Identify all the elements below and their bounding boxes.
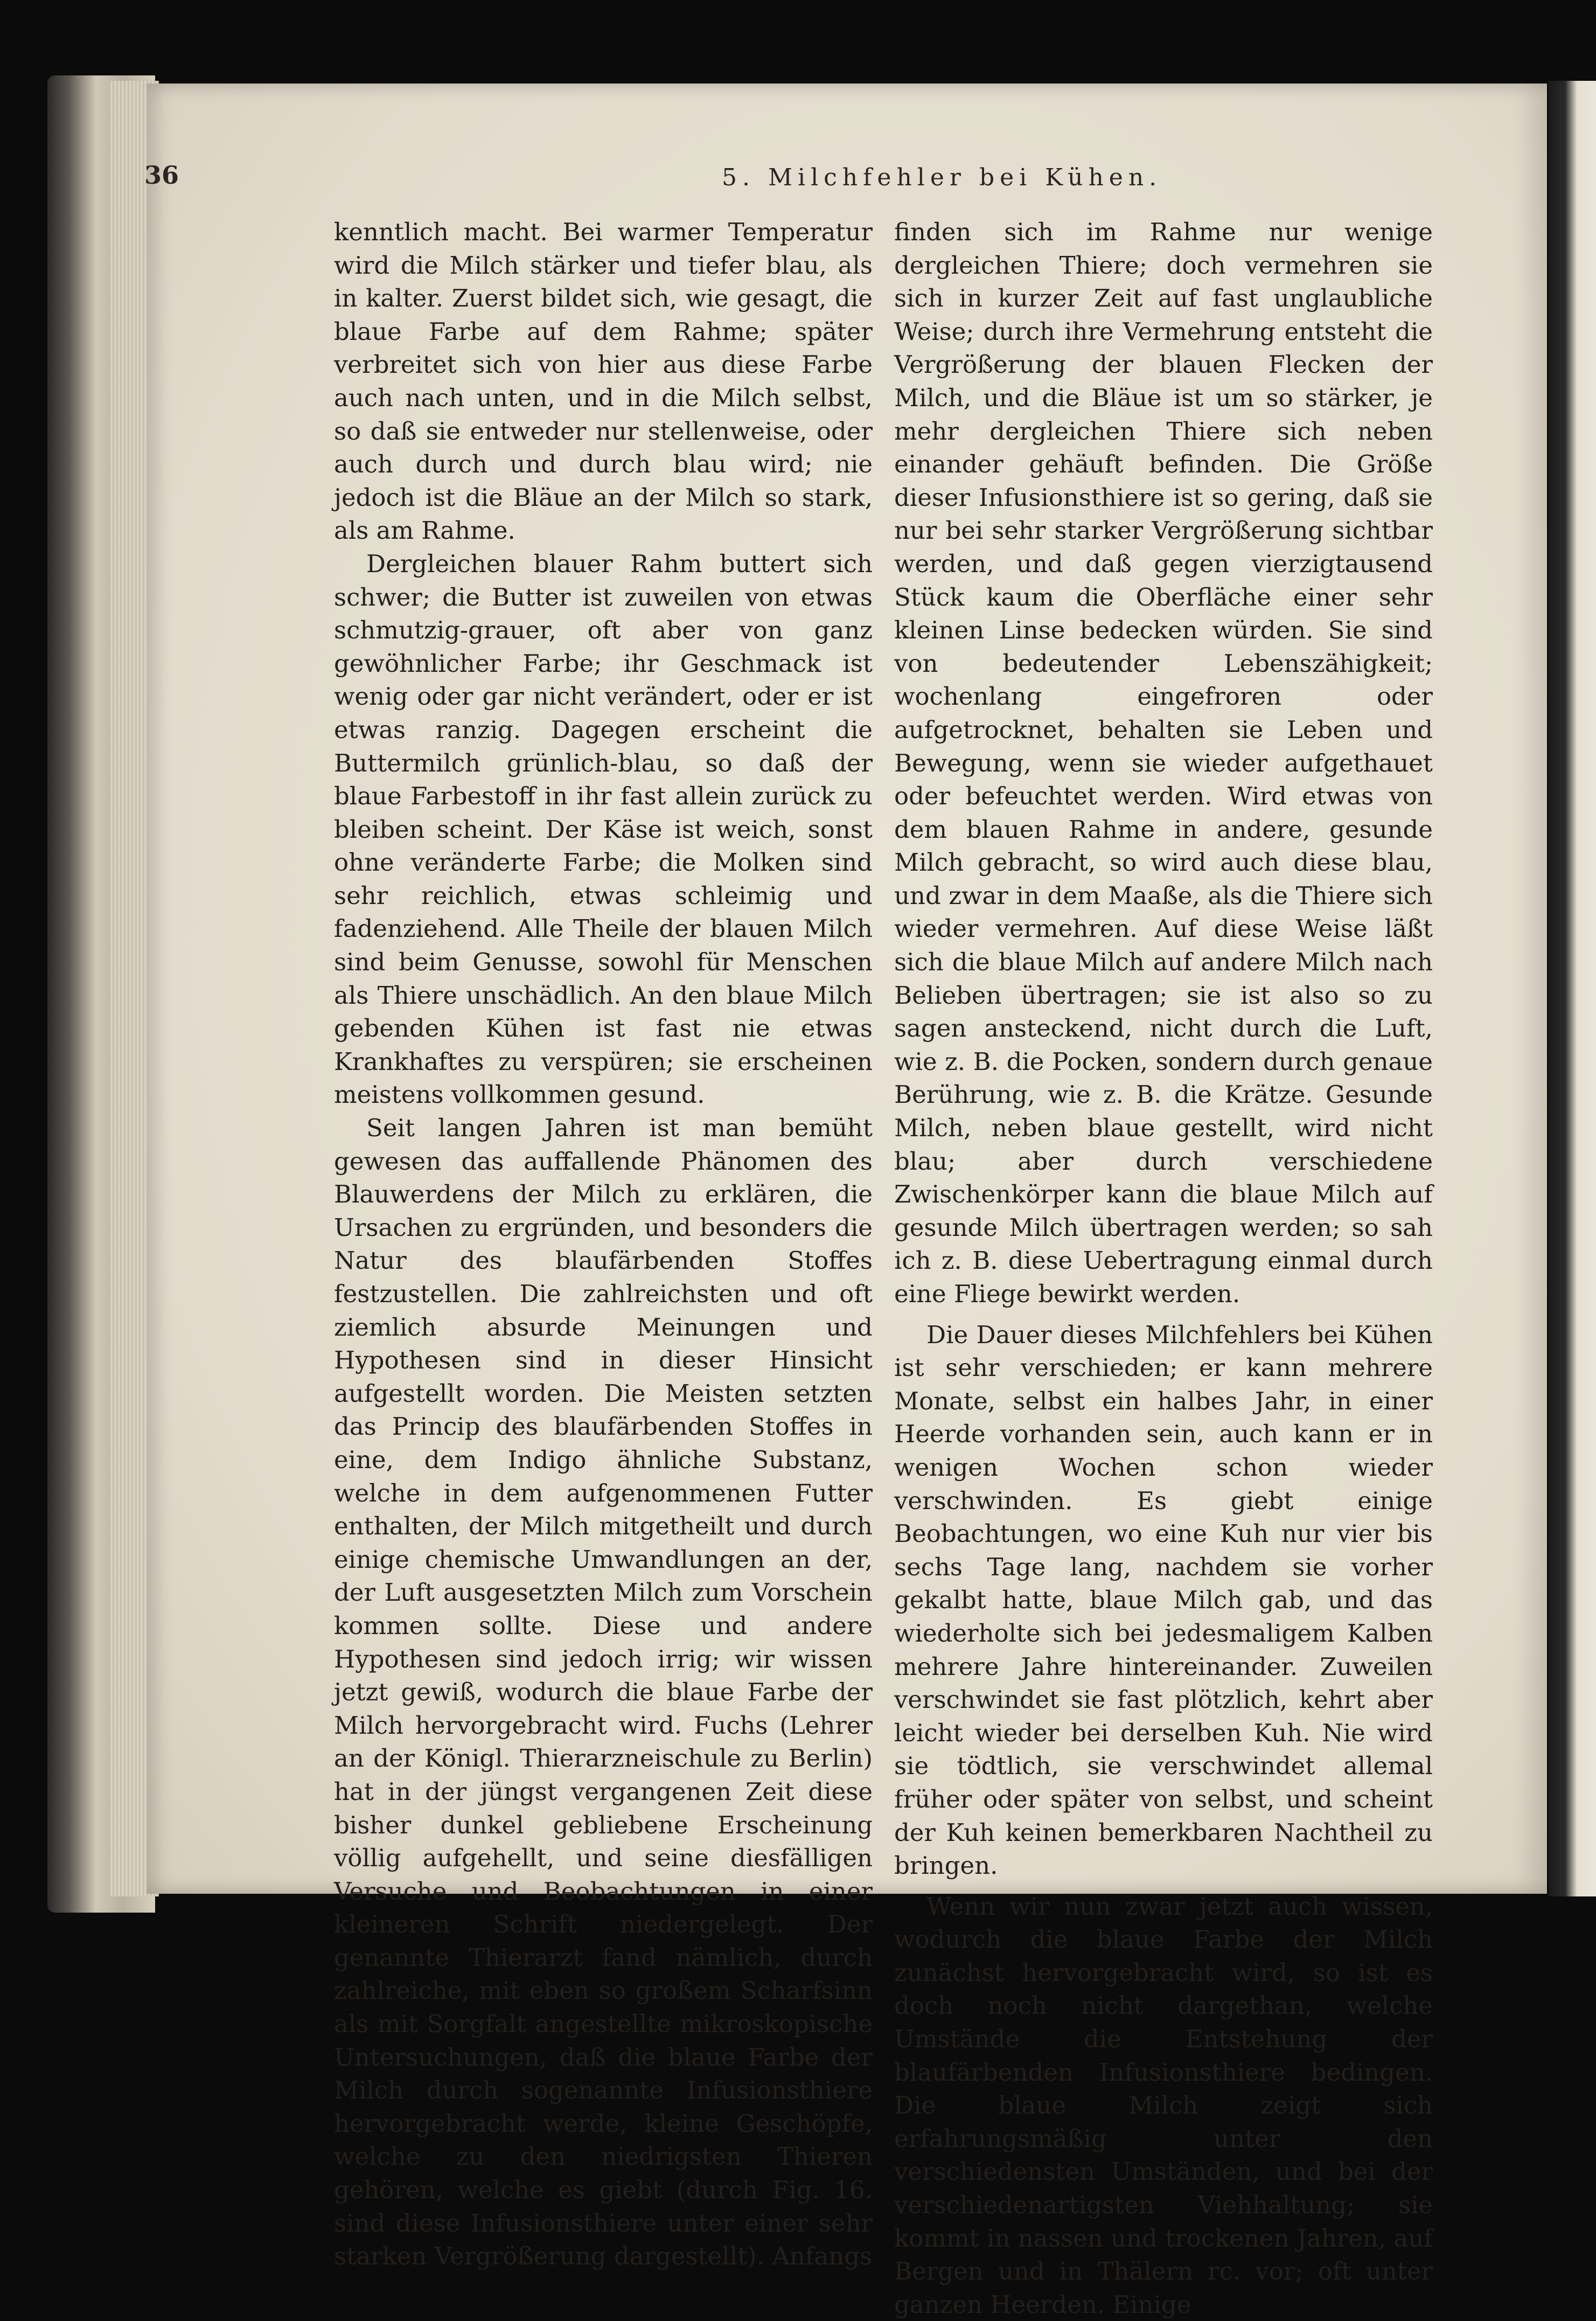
- paragraph: Wenn wir nun zwar jetzt auch wissen, wodurch die blaue Farbe der Milch zunächst hervorgebracht wird, so ist es doch noch nicht dargethan, welche Umstände die Entstehung der blaufärbenden Infusionsthiere bedingen. Die blaue Milch zeigt sich erfahrungsmäßig unter den verschiedensten Umständen, und bei der verschiedenartigsten Viehhaltung; sie kommt in nassen und trockenen Jahren, auf Bergen und in Thälern rc. vor; oft unter ganzen Heerden. Einige: [894, 1892, 1433, 2319]
- running-title: 5. Milchfehler bei Kühen.: [722, 164, 1162, 191]
- paragraph: Dergleichen blauer Rahm buttert sich schwer; die Butter ist zuweilen von etwas schmutzig-grauer, oft aber von ganz gewöhnlicher Farbe; ihr Geschmack ist wenig oder gar nicht verändert, oder er ist etwas ranzig. Dagegen erscheint die Buttermilch grünlich-blau, so daß der blaue Farbestoff in ihr fast allein zurück zu bleiben scheint. Der Käse ist weich, sonst ohne veränderte Farbe; die Molken sind sehr reichlich, etwas schleimig und fadenziehend. Alle Theile der blauen Milch sind beim Genusse, sowohl für Menschen als Thiere unschädlich. An den blaue Milch gebenden Kühen ist fast nie etwas Krankhaftes zu verspüren; sie erscheinen meistens vollkommen gesund.: [334, 549, 873, 1109]
- text-column-left: [334, 216, 873, 2273]
- paragraph: kenntlich macht. Bei warmer Temperatur wird die Milch stärker und tiefer blau, als in kalter. Zuerst bildet sich, wie gesagt, die blaue Farbe auf dem Rahme; später verbreitet sich von hier aus diese Farbe auch nach unten, und in die Milch selbst, so daß sie entweder nur stellenweise, oder auch durch und durch blau wird; nie jedoch ist die Bläue an der Milch so stark, als am Rahme.: [334, 218, 873, 545]
- text-column-right: [894, 216, 1433, 2321]
- paragraph: Die Dauer dieses Milchfehlers bei Kühen ist sehr verschieden; er kann mehrere Monate, selbst ein halbes Jahr, in einer Heerde vorhanden sein, auch kann er in wenigen Wochen schon wieder verschwinden. Es giebt einige Beobachtungen, wo eine Kuh nur vier bis sechs Tage lang, nachdem sie vorher gekalbt hatte, blaue Milch gab, und das wiederholte sich bei jedesmaligem Kalben mehrere Jahre hintereinander. Zuweilen verschwindet sie fast plötzlich, kehrt aber leicht wieder bei derselben Kuh. Nie wird sie tödtlich, sie verschwindet allemal früher oder später von selbst, und scheint der Kuh keinen bemerkbaren Nachtheil zu bringen.: [894, 1320, 1433, 1880]
- paragraph: finden sich im Rahme nur wenige dergleichen Thiere; doch vermehren sie sich in kurzer Zeit auf fast unglaubliche Weise; durch ihre Vermehrung entsteht die Vergrößerung der blauen Flecken der Milch, und die Bläue ist um so stärker, je mehr dergleichen Thiere sich neben einander gehäuft befinden. Die Größe dieser Infusionsthiere ist so gering, daß sie nur bei sehr starker Vergrößerung sichtbar werden, und daß gegen vierzigtausend Stück kaum die Oberfläche einer sehr kleinen Linse bedecken würden. Sie sind von bedeutender Lebenszähigkeit; wochenlang eingefroren oder aufgetrocknet, behalten sie Leben und Bewegung, wenn sie wieder aufgethauet oder befeuchtet werden. Wird etwas von dem blauen Rahme in andere, gesunde Milch gebracht, so wird auch diese blau, und zwar in dem Maaße, als die Thiere sich wieder vermehren. Auf diese Weise läßt sich die blaue Milch auf andere Milch nach Belieben übertragen; sie ist also so zu sagen ansteckend, nicht durch die Luft, wie z. B. die Pocken, sondern durch genaue Berührung, wie z. B. die Krätze. Gesunde Milch, neben blaue gestellt, wird nicht blau; aber durch verschiedene Zwischenkörper kann die blaue Milch auf gesunde Milch übertragen werden; so sah ich z. B. diese Uebertragung einmal durch eine Fliege bewirkt werden.: [894, 218, 1433, 1308]
- page-number: 36: [144, 161, 179, 190]
- facing-page-edge: [1549, 81, 1596, 1896]
- paragraph: Seit langen Jahren ist man bemüht gewesen das auffallende Phänomen des Blauwerdens der Milch zu erklären, die Ursachen zu ergründen, und besonders die Natur des blaufärbenden Stoffes festzustellen. Die zahlreichsten und oft ziemlich absurde Meinungen und Hypothesen sind in dieser Hinsicht aufgestellt worden. Die Meisten setzten das Princip des blaufärbenden Stoffes in eine, dem Indigo ähnliche Substanz, welche in dem aufgenommenen Futter enthalten, der Milch mitgetheilt und durch einige chemische Umwandlungen an der, der Luft ausgesetzten Milch zum Vorschein kommen sollte. Diese und andere Hypothesen sind jedoch irrig; wir wissen jetzt gewiß, wodurch die blaue Farbe der Milch hervorgebracht wird. Fuchs (Lehrer an der Königl. Thierarzneischule zu Berlin) hat in der jüngst vergangenen Zeit diese bisher dunkel gebliebene Erscheinung völlig aufgehellt, und seine diesfälligen Versuche und Beobachtungen in einer kleineren Schrift niedergelegt. Der genannte Thierarzt fand nämlich, durch zahlreiche, mit eben so großem Scharfsinn als mit Sorgfalt angestellte mikroskopische Untersuchungen, daß die blaue Farbe der Milch durch sogenannte Infusionsthiere hervorgebracht werde, kleine Geschöpfe, welche zu den niedrigsten Thieren gehören, welche es giebt (durch Fig. 16. sind diese Infusionsthiere unter einer sehr starken Vergrößerung dargestellt). Anfangs: [334, 1114, 873, 2271]
